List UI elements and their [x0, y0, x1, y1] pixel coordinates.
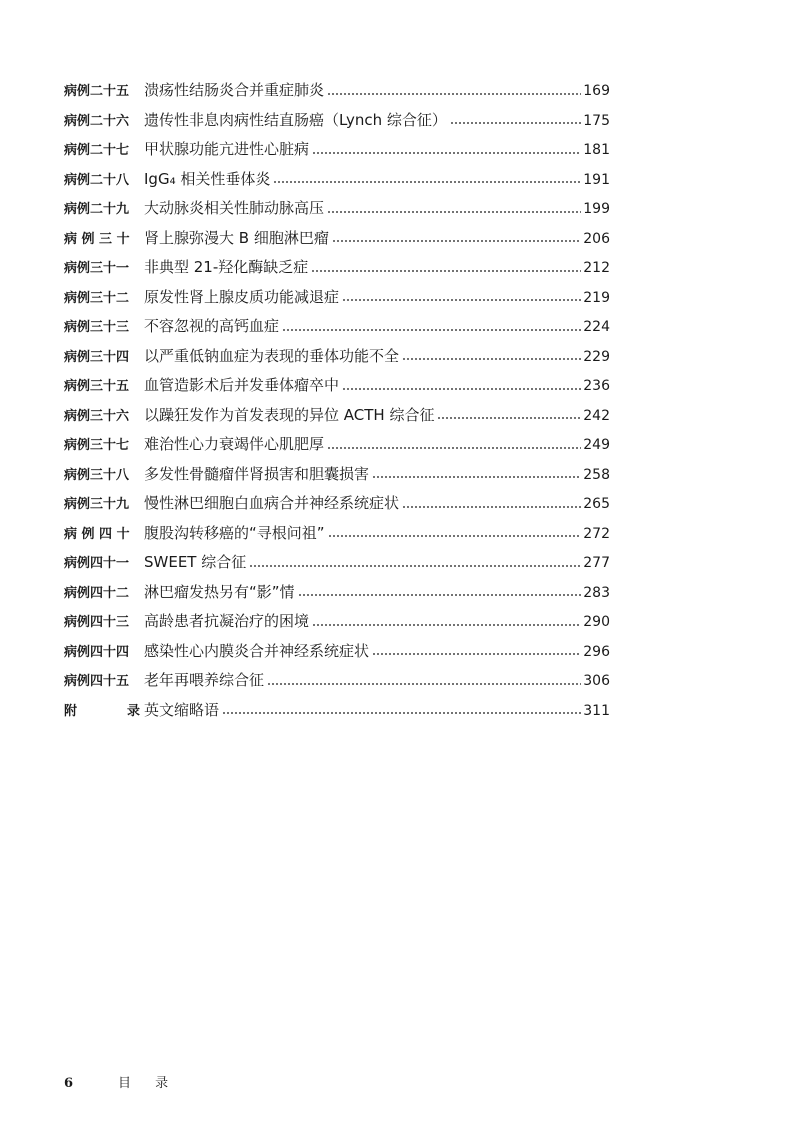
toc-entry-14[interactable]	[64, 489, 610, 519]
case-label: 病例二十八	[64, 172, 130, 188]
toc-entry-0[interactable]	[64, 76, 610, 106]
page-number: 229	[583, 348, 610, 365]
page-number: 175	[583, 112, 610, 129]
dot-leader	[402, 506, 581, 508]
toc-entry-20[interactable]	[64, 666, 610, 696]
table-of-contents	[64, 76, 610, 725]
toc-entry-21[interactable]	[64, 696, 610, 726]
toc-entry-3[interactable]	[64, 165, 610, 195]
page-number: 283	[583, 584, 610, 601]
toc-entry-10[interactable]	[64, 371, 610, 401]
case-label: 病例四十四	[64, 644, 130, 660]
toc-entry-1[interactable]	[64, 106, 610, 136]
page-number: 219	[583, 289, 610, 306]
page-number: 306	[583, 673, 610, 689]
dot-leader	[437, 417, 581, 419]
entry-title: 感染性心内膜炎合并神经系统症状	[144, 641, 370, 660]
dot-leader	[327, 447, 581, 449]
page-number: 277	[583, 555, 610, 571]
page-number: 242	[583, 407, 610, 424]
page-number: 249	[583, 437, 610, 453]
dot-leader	[327, 93, 581, 95]
toc-entry-6[interactable]	[64, 253, 610, 283]
page-number: 290	[583, 614, 610, 630]
case-label: 病例三十三	[64, 320, 130, 335]
toc-entry-18[interactable]	[64, 607, 610, 637]
dot-leader	[312, 152, 581, 154]
dot-leader	[332, 240, 581, 242]
entry-title: 肾上腺弥漫大 B 细胞淋巴瘤	[144, 228, 329, 247]
dot-leader	[372, 653, 581, 655]
page-number: 296	[583, 643, 610, 660]
case-label: 病例二十九	[64, 202, 130, 217]
page-number: 224	[583, 319, 610, 335]
case-label: 病例三十二	[64, 290, 130, 306]
case-label: 病例三十七	[64, 438, 130, 453]
toc-entry-5[interactable]	[64, 224, 610, 254]
entry-title: 溃疡性结肠炎合并重症肺炎	[144, 81, 325, 99]
case-label: 病例三十一	[64, 261, 130, 276]
page-number: 236	[583, 378, 610, 394]
page-number: 206	[583, 230, 610, 247]
toc-entry-16[interactable]	[64, 548, 610, 578]
case-label: 病例二十六	[64, 113, 130, 129]
page-number: 272	[583, 525, 610, 542]
entry-title: 甲状腺功能亢进性心脏病	[144, 140, 310, 158]
case-label: 病例四十一	[64, 556, 130, 571]
toc-entry-12[interactable]	[64, 430, 610, 460]
entry-title: 不容忽视的高钙血症	[144, 317, 280, 335]
dot-leader	[342, 388, 581, 390]
entry-title: 老年再喂养综合征	[144, 671, 265, 689]
toc-entry-15[interactable]	[64, 519, 610, 549]
entry-title: 淋巴瘤发热另有“影”情	[144, 582, 295, 601]
toc-entry-17[interactable]	[64, 578, 610, 608]
entry-title: 难治性心力衰竭伴心肌肥厚	[144, 435, 325, 453]
footer-section-title: 目 录	[118, 1076, 179, 1091]
dot-leader	[450, 122, 581, 124]
entry-title: 以严重低钠血症为表现的垂体功能不全	[144, 346, 400, 365]
entry-title: 大动脉炎相关性肺动脉高压	[144, 199, 325, 217]
page-number: 212	[583, 260, 610, 276]
page-number: 265	[583, 496, 610, 512]
toc-entry-4[interactable]	[64, 194, 610, 224]
case-label: 病例三十四	[64, 349, 130, 365]
case-label: 病例四十二	[64, 585, 130, 601]
case-label: 病例三十九	[64, 497, 130, 512]
dot-leader	[342, 299, 581, 301]
entry-title: 高龄患者抗凝治疗的困境	[144, 612, 310, 630]
entry-title: 遗传性非息肉病性结直肠癌（Lynch 综合征）	[144, 110, 447, 129]
case-label: 病例三十八	[64, 467, 130, 483]
case-label: 病 例 四 十	[64, 526, 130, 542]
toc-entry-2[interactable]	[64, 135, 610, 165]
case-label: 病例三十五	[64, 379, 130, 394]
dot-leader	[312, 624, 581, 626]
toc-entry-19[interactable]	[64, 637, 610, 667]
entry-title: SWEET 综合征	[144, 553, 247, 571]
toc-entry-11[interactable]	[64, 401, 610, 431]
dot-leader	[298, 594, 582, 596]
entry-title: 原发性肾上腺皮质功能减退症	[144, 287, 340, 306]
dot-leader	[311, 270, 581, 272]
page-number: 181	[583, 142, 610, 158]
toc-entry-13[interactable]	[64, 460, 610, 490]
entry-title: 非典型 21-羟化酶缺乏症	[144, 258, 309, 276]
case-label: 病例二十五	[64, 84, 130, 99]
toc-entry-9[interactable]	[64, 342, 610, 372]
page-number: 169	[583, 83, 610, 99]
entry-title: 以躁狂发作为首发表现的异位 ACTH 综合征	[144, 405, 435, 424]
entry-title: 多发性骨髓瘤伴肾损害和胆囊损害	[144, 464, 370, 483]
dot-leader	[402, 358, 581, 360]
entry-title: 慢性淋巴细胞白血病合并神经系统症状	[144, 494, 400, 512]
dot-leader	[327, 211, 581, 213]
footer-page-number: 6	[64, 1076, 74, 1091]
entry-title: IgG₄ 相关性垂体炎	[144, 169, 271, 188]
case-label: 病 例 三 十	[64, 231, 130, 247]
case-label: 病例四十五	[64, 674, 130, 689]
toc-entry-8[interactable]	[64, 312, 610, 342]
page-number: 258	[583, 466, 610, 483]
page-number: 311	[583, 702, 610, 719]
dot-leader	[267, 683, 581, 685]
dot-leader	[249, 565, 581, 567]
entry-title: 血管造影术后并发垂体瘤卒中	[144, 376, 340, 394]
entry-title: 腹股沟转移癌的“寻根问祖”	[144, 523, 325, 542]
toc-entry-7[interactable]	[64, 283, 610, 313]
page-footer	[64, 1072, 178, 1091]
case-label: 附 录	[64, 703, 140, 719]
case-label: 病例三十六	[64, 408, 130, 424]
dot-leader	[328, 535, 582, 537]
dot-leader	[273, 181, 581, 183]
case-label: 病例四十三	[64, 615, 130, 630]
entry-title: 英文缩略语	[144, 700, 220, 719]
dot-leader	[222, 712, 581, 714]
dot-leader	[372, 476, 581, 478]
case-label: 病例二十七	[64, 143, 130, 158]
page-number: 191	[583, 171, 610, 188]
page-number: 199	[583, 201, 610, 217]
dot-leader	[282, 329, 581, 331]
